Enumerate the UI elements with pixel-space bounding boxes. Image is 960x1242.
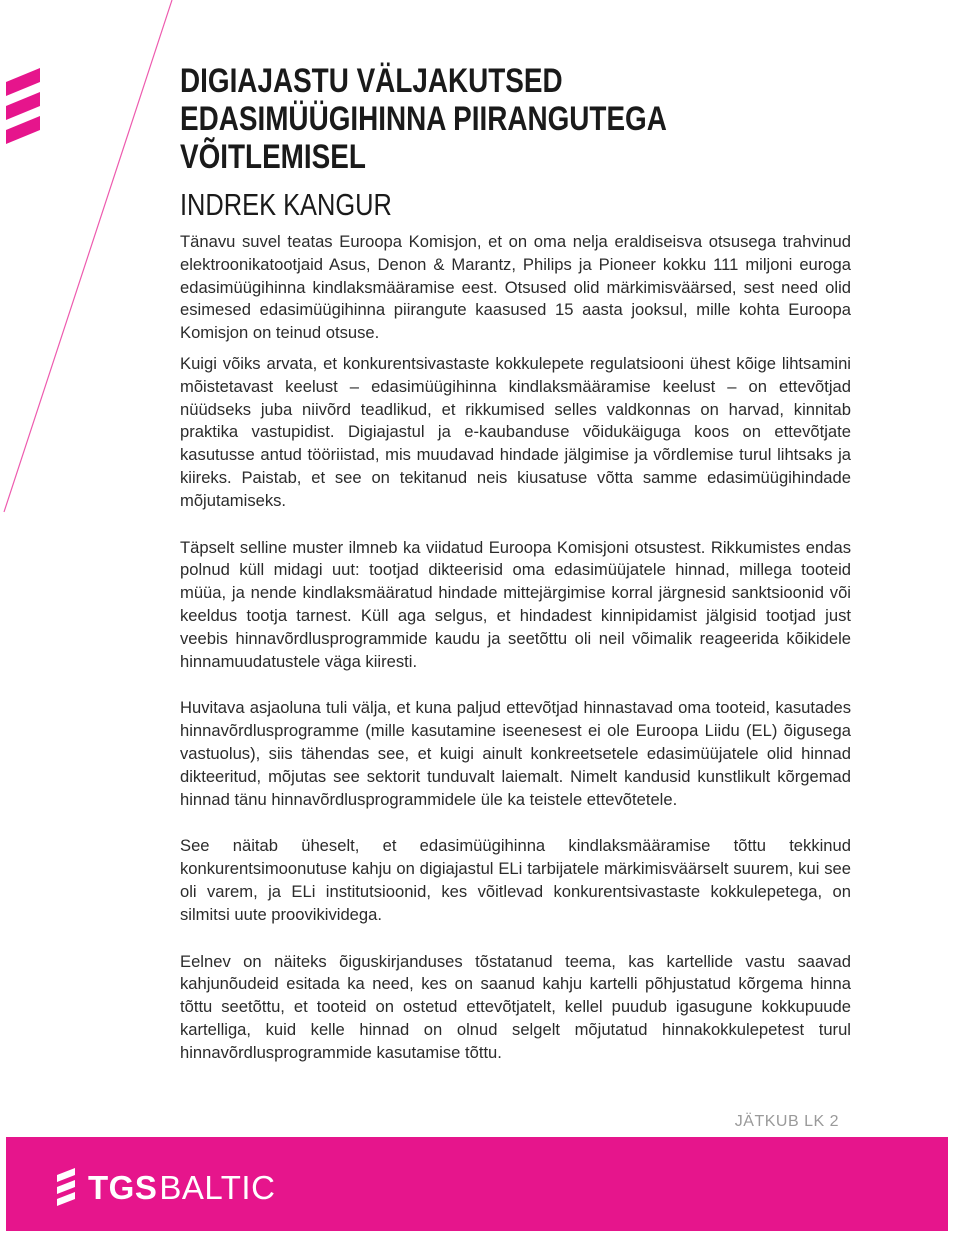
- footer-logo: [54, 1165, 275, 1211]
- article-paragraph: Eelnev on näiteks õiguskirjanduses tõstatanud teema, kas kartellide vastu saavad kahjunõudeid esitada ka need, kes on saanud kahju kartelli põhjustatud kõrgema hinna tõttu seetõttu, et tooteid on ostetud ettevõtjatelt, kellel puudub igasugune kokkupuude kartelliga, kuid kelle hinnad on olnud selgelt mõjutatud hinnakokkulepetest turul hinnavõrdlusprogrammide kasutamise tõttu.: [180, 951, 851, 1062]
- article-paragraph: See näitab üheselt, et edasimüügihinna kindlaksmääramise tõttu tekkinud konkurentsimoonutuse kahju on digiajastul ELi tarbijatele märkimisväärselt suurem, kui see oli varem, ja ELi institutsioonid, kes võitlevad konkurentsivastaste kokkulepetega, on silmitsi uute proovikividega.: [180, 836, 851, 924]
- footer-brand: [88, 1168, 275, 1208]
- footer-bar: [6, 1137, 948, 1231]
- article-paragraph: Täpselt selline muster ilmneb ka viidatud Euroopa Komisjoni otsustest. Rikkumistes endas polnud küll midagi uut: tootjad dikteerisid oma edasimüüjatele hinnad, millega tooteid müüa, ja nende kindlaksmääratud hindade mittejärgimise korral järgnesid sanktsioonid või keeldus tootja tarnest. Küll aga selgus, et hindadest kinnipidamist jälgisid tootjad just veebis hinnavõrdlusprogrammide kaudu ja seetõttu oli neil võimalik reageerida kõikidele hinnamuudatustele väga kiiresti.: [180, 537, 851, 671]
- article-author: INDREK KANGUR: [180, 187, 392, 222]
- footer-brand-light: BALTIC: [159, 1169, 276, 1206]
- article-body: [180, 231, 851, 1089]
- tgs-stripes-icon: [54, 1165, 78, 1211]
- tgs-stripes-icon: [0, 60, 50, 160]
- footer-brand-bold: TGS: [88, 1169, 158, 1206]
- article-paragraph: Kuigi võiks arvata, et konkurentsivastaste kokkulepete regulatsiooni ühest kõige lihtsamini mõistetavast keelust – edasimüügihinna kindlaksmääramise keelust – on ettevõtjad nüüdseks juba niivõrd teadlikud, et rikkumised selles valdkonnas on harvad, kinnitab praktika vastupidist. Digiajastul ja e-kaubanduse võidukäiguga koos on ettevõtjate kasutusse antud tööriistad, mis muudavad hindade jälgimise ja võrdlemise turul lihtsaks ja kiireks. Paistab, et see on tekitanud neis kiusatuse võtta samme edasimüügihindade mõjutamiseks.: [180, 353, 851, 510]
- article-paragraph: Tänavu suvel teatas Euroopa Komisjon, et on oma nelja eraldiseisva otsusega trahvinud elektroonikatootjaid Asus, Denon & Marantz, Philips ja Pioneer kokku 111 miljoni euroga edasimüügihinna kindlaksmääramise eest. Otsused olid märkimisväärsed, sest need olid esimesed edasimüügihinna piirangute kaasused 15 aasta jooksul, mille kohta Euroopa Komisjon on teinud otsuse.: [180, 232, 851, 343]
- continue-note: JÄTKUB LK 2: [734, 1113, 839, 1130]
- article-title: DIGIAJASTU VÄLJAKUTSED EDASIMÜÜGIHINNA PIIRANGUTEGA VÕITLEMISEL: [180, 62, 666, 176]
- article-paragraph: Huvitava asjaoluna tuli välja, et kuna paljud ettevõtjad hinnastavad oma tooteid, kasutades hinnavõrdlusprogramme (mille kasutamine iseenesest ei ole Euroopa Liidu (EL) õigusega vastuolus), siis tähendas see, et kuigi ainult konkreetsetele edasimüüjatele olid hinnad dikteeritud, mõjutas see sektorit tunduvalt laiemalt. Nimelt kandusid kunstlikult kõrgemad hinnad tänu hinnavõrdlusprogrammidele üle ka teistele ettevõtetele.: [180, 698, 851, 809]
